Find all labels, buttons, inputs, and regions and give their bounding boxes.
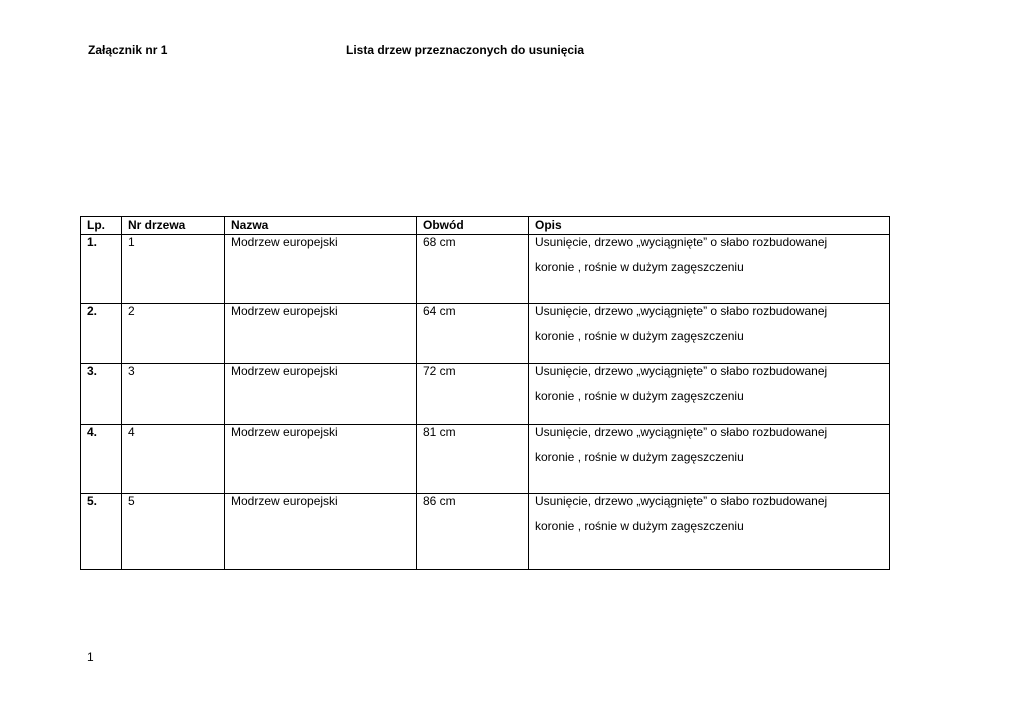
attachment-label: Załącznik nr 1 bbox=[88, 43, 168, 57]
cell-nazwa: Modrzew europejski bbox=[225, 235, 417, 304]
column-header-opis: Opis bbox=[529, 217, 890, 235]
cell-lp: 3. bbox=[81, 364, 122, 425]
table-row bbox=[81, 425, 890, 494]
opis-line-2: koronie , rośnie w dużym zagęszczeniu bbox=[535, 260, 744, 274]
cell-obwod: 64 cm bbox=[417, 304, 529, 364]
cell-obwod: 72 cm bbox=[417, 364, 529, 425]
cell-nr: 5 bbox=[122, 494, 225, 570]
opis-line-2: koronie , rośnie w dużym zagęszczeniu bbox=[535, 519, 744, 533]
trees-table bbox=[80, 216, 890, 570]
cell-nazwa: Modrzew europejski bbox=[225, 364, 417, 425]
cell-lp: 5. bbox=[81, 494, 122, 570]
cell-opis bbox=[529, 235, 890, 304]
cell-nr: 2 bbox=[122, 304, 225, 364]
opis-line-1: Usunięcie, drzewo „wyciągnięte” o słabo rozbudowanej bbox=[535, 494, 828, 508]
cell-nazwa: Modrzew europejski bbox=[225, 425, 417, 494]
cell-opis bbox=[529, 364, 890, 425]
cell-nr: 3 bbox=[122, 364, 225, 425]
table-row bbox=[81, 364, 890, 425]
table-row bbox=[81, 235, 890, 304]
page-number: 1 bbox=[87, 650, 94, 664]
cell-nazwa: Modrzew europejski bbox=[225, 494, 417, 570]
opis-line-2: koronie , rośnie w dużym zagęszczeniu bbox=[535, 329, 744, 343]
cell-nazwa: Modrzew europejski bbox=[225, 304, 417, 364]
column-header-nazwa: Nazwa bbox=[225, 217, 417, 235]
opis-line-2: koronie , rośnie w dużym zagęszczeniu bbox=[535, 450, 744, 464]
table-row bbox=[81, 494, 890, 570]
cell-opis bbox=[529, 304, 890, 364]
cell-nr: 1 bbox=[122, 235, 225, 304]
cell-obwod: 68 cm bbox=[417, 235, 529, 304]
cell-lp: 1. bbox=[81, 235, 122, 304]
cell-obwod: 81 cm bbox=[417, 425, 529, 494]
column-header-nr: Nr drzewa bbox=[122, 217, 225, 235]
opis-line-2: koronie , rośnie w dużym zagęszczeniu bbox=[535, 389, 744, 403]
cell-obwod: 86 cm bbox=[417, 494, 529, 570]
table-header-row bbox=[81, 217, 890, 235]
opis-line-1: Usunięcie, drzewo „wyciągnięte” o słabo rozbudowanej bbox=[535, 364, 828, 378]
cell-opis bbox=[529, 425, 890, 494]
column-header-obwod: Obwód bbox=[417, 217, 529, 235]
column-header-lp: Lp. bbox=[81, 217, 122, 235]
document-title: Lista drzew przeznaczonych do usunięcia bbox=[346, 43, 585, 57]
table-row bbox=[81, 304, 890, 364]
opis-line-1: Usunięcie, drzewo „wyciągnięte” o słabo rozbudowanej bbox=[535, 304, 828, 318]
opis-line-1: Usunięcie, drzewo „wyciągnięte” o słabo rozbudowanej bbox=[535, 425, 828, 439]
opis-line-1: Usunięcie, drzewo „wyciągnięte” o słabo rozbudowanej bbox=[535, 235, 828, 249]
cell-nr: 4 bbox=[122, 425, 225, 494]
cell-lp: 2. bbox=[81, 304, 122, 364]
cell-lp: 4. bbox=[81, 425, 122, 494]
cell-opis bbox=[529, 494, 890, 570]
